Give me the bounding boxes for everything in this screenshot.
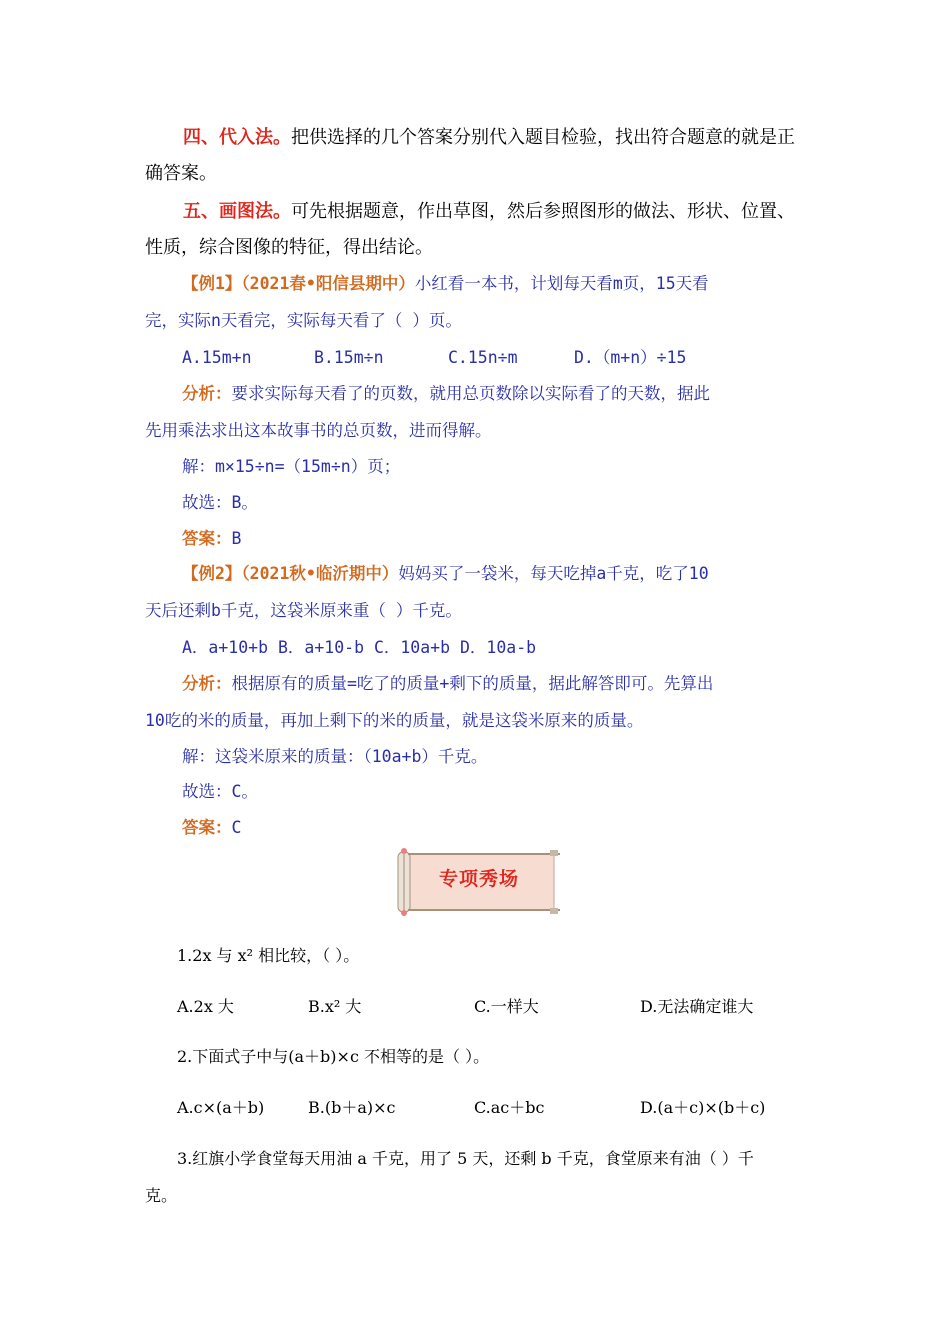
example-2-analysis-label: 分析：: [182, 674, 232, 693]
practice-1-option-c: C.一样大: [474, 997, 539, 1016]
example-2-analysis-text: 根据原有的质量=吃了的质量+剩下的质量，据此解答即可。先算出: [231, 674, 714, 693]
section-banner: [394, 848, 564, 916]
example-2-tag: 【例2】（2021秋•临沂期中）: [182, 564, 399, 583]
example-2-question-line-2: 天后还剩b千克，这袋米原来重（ ）千克。: [145, 601, 462, 620]
example-1-option-a: A.15m+n: [182, 348, 252, 367]
example-1-answer-value: B: [231, 529, 242, 548]
practice-3-question-line-2: 克。: [145, 1186, 178, 1205]
example-2-question-text: 妈妈买了一袋米，每天吃掉a千克，吃了10: [398, 564, 709, 583]
example-1-question-line-2: 完，实际n天看完，实际每天看了（ ）页。: [145, 311, 462, 330]
practice-2-option-c: C.ac＋bc: [474, 1098, 545, 1117]
example-1-analysis-text: 要求实际每天看了的页数，就用总页数除以实际看了的天数，据此: [231, 384, 710, 403]
practice-2-option-d: D.(a＋c)×(b＋c): [640, 1098, 766, 1117]
example-1-question-line-1: [182, 272, 709, 296]
banner-title: 专项秀场: [438, 868, 519, 890]
practice-2-option-b: B.(b＋a)×c: [308, 1098, 396, 1117]
practice-1-option-b: B.x² 大: [308, 997, 362, 1016]
example-2-answer: [182, 816, 241, 840]
example-2-answer-value: C: [231, 818, 242, 837]
example-1-analysis-line-1: [182, 382, 710, 406]
example-1-option-d: D.（m+n）÷15: [574, 348, 687, 367]
example-2-question-line-1: [182, 562, 709, 586]
example-2-analysis-line-2: 10吃的米的质量，再加上剩下的米的质量，就是这袋米原来的质量。: [145, 711, 644, 730]
example-1-analysis-line-2: 先用乘法求出这本故事书的总页数，进而得解。: [145, 421, 492, 440]
example-2-choice: 故选：C。: [182, 782, 258, 801]
example-1-solution: 解：m×15÷n=（15m÷n）页；: [182, 457, 401, 476]
method-4-text: 把供选择的几个答案分别代入题目检验，找出符合题意的就是正确答案。: [145, 127, 795, 184]
method-4-title: 四、代入法。: [183, 127, 291, 148]
example-1-question-text: 小红看一本书，计划每天看m页，15天看: [414, 274, 709, 293]
example-1-option-c: C.15n÷m: [448, 348, 518, 367]
example-1-analysis-label: 分析：: [182, 384, 232, 403]
method-4-paragraph: [145, 120, 805, 192]
example-1-option-b: B.15m÷n: [314, 348, 384, 367]
method-5-text: 可先根据题意，作出草图，然后参照图形的做法、形状、位置、性质，综合图像的特征，得出结论。: [145, 201, 795, 258]
practice-1-option-a: A.2x 大: [177, 997, 234, 1016]
example-1-answer-label: 答案：: [182, 529, 232, 548]
example-2-analysis-line-1: [182, 672, 713, 696]
example-1-tag: 【例1】（2021春•阳信县期中）: [182, 274, 415, 293]
example-2-options: A．a+10+b B．a+10-b C．10a+b D．10a-b: [182, 638, 537, 657]
practice-2-question: 2.下面式子中与(a＋b)×c 不相等的是（ ）。: [177, 1047, 490, 1066]
example-1-answer: [182, 527, 241, 551]
practice-3-question-line-1: 3.红旗小学食堂每天用油 a 千克，用了 5 天，还剩 b 千克，食堂原来有油（ ）千: [177, 1149, 754, 1168]
example-2-answer-label: 答案：: [182, 818, 232, 837]
practice-1-question: 1.2x 与 x² 相比较，（ ）。: [177, 946, 360, 965]
example-2-solution: 解：这袋米原来的质量：（10a+b）千克。: [182, 747, 488, 766]
method-5-paragraph: [145, 194, 805, 266]
practice-1-option-d: D.无法确定谁大: [640, 997, 754, 1016]
practice-2-option-a: A.c×(a＋b): [177, 1098, 265, 1117]
method-5-title: 五、画图法。: [183, 201, 291, 222]
example-1-choice: 故选：B。: [182, 493, 258, 512]
